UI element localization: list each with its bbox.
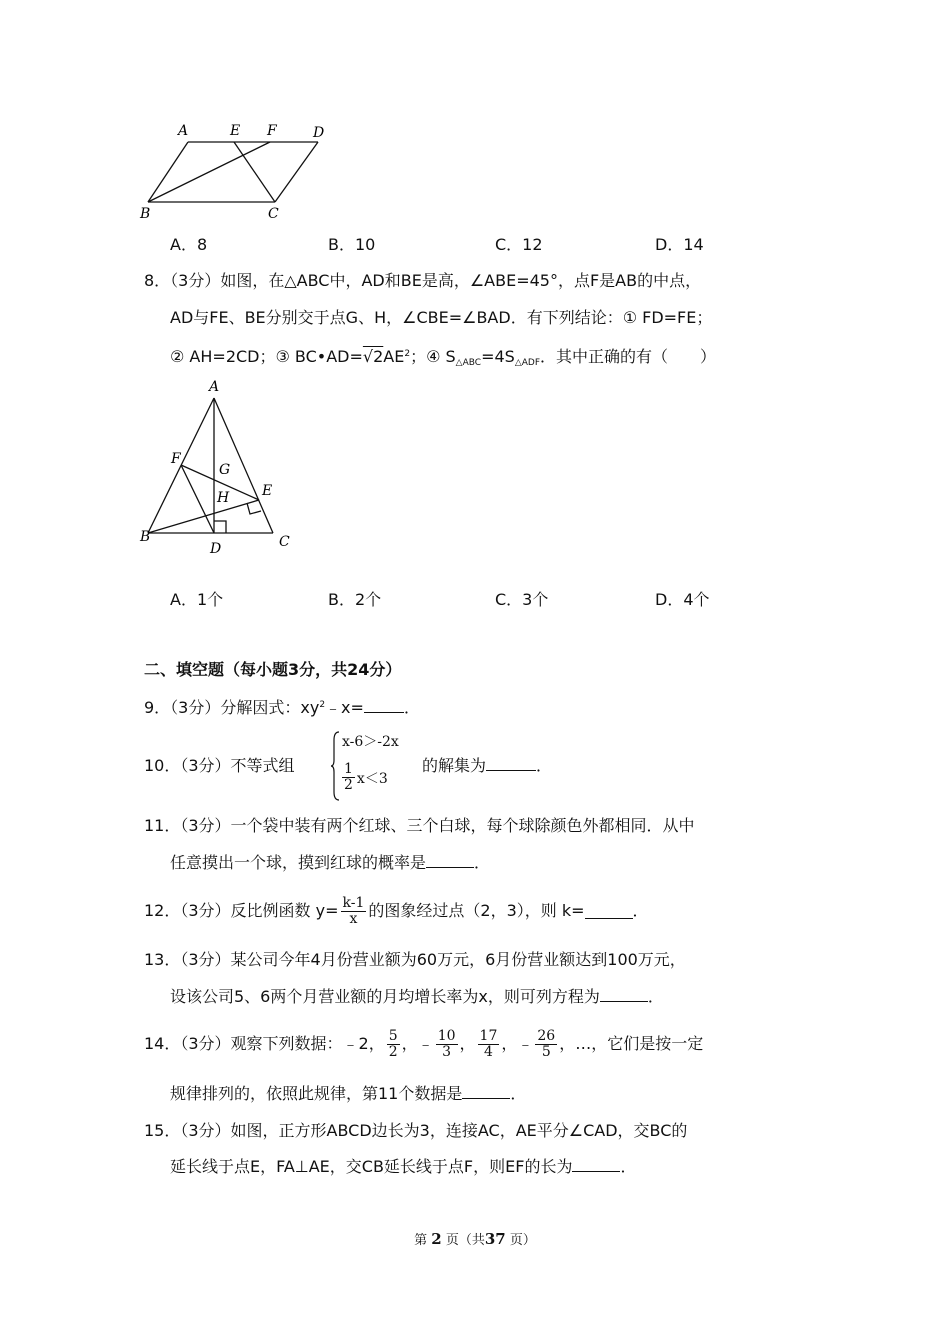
q15-line2: 延长线于点E，FA⊥AE，交CB延长线于点F，则EF的长为 ．: [170, 1157, 637, 1176]
q8-label-b: B: [140, 529, 151, 545]
fraction-17-4: $\frac{17}{4}$: [479, 1027, 498, 1060]
q7-option-c: C．12: [495, 235, 543, 254]
fraction-10-3: $\frac{10}{3}$: [437, 1027, 456, 1060]
q7-label-d: D: [313, 125, 325, 141]
q7-option-b: B．10: [328, 235, 376, 254]
answer-blank: [585, 904, 633, 919]
q7-segment-bf: [148, 142, 270, 202]
q8-label-a: A: [209, 379, 220, 395]
q8-label-g: G: [219, 462, 231, 478]
q10-system: [330, 730, 420, 802]
q10-inequality-1: x-6＞-2x: [342, 734, 399, 750]
q8-label-h: H: [217, 490, 230, 506]
fraction-5-2: $\frac{5}{2}$: [388, 1027, 398, 1060]
q8-altitude-be: [148, 500, 259, 533]
sqrt-2: √2: [362, 347, 384, 366]
q8-label-c: C: [279, 534, 290, 550]
answer-blank: [572, 1157, 620, 1172]
q7-option-a: A．8: [170, 235, 208, 254]
answer-blank: [486, 756, 536, 771]
q11-line2: 任意摸出一个球，摸到红球的概率是 ．: [170, 853, 491, 872]
q7-segment-ce: [234, 142, 275, 202]
q8-label-d: D: [210, 541, 222, 557]
q8-right-angle-e: [247, 503, 261, 514]
page-number: 2: [431, 1230, 442, 1248]
q7-label-a: A: [178, 123, 189, 139]
q7-edge-ba: [148, 142, 188, 202]
page-footer: 第 2 页（共37 页）: [414, 1230, 536, 1248]
q10-suffix: 的解集为 ．: [422, 756, 553, 775]
q7-option-d: D．14: [655, 235, 704, 254]
q8-option-d: D．4个: [655, 590, 710, 609]
q14-line1: 14．（3分）观察下列数据：﹣2， $\frac{5}{2}$ ， ﹣ $\frac{10}{3}$ ， $\frac{17}{4}$ ， ﹣ $\frac{26}{5}$ ，…，它们是按一定: [144, 1027, 704, 1060]
q12: 12．（3分）反比例函数 y= $\frac{k-1}{x}$ 的图象经过点（2，3），则 k= ．: [144, 894, 649, 927]
total-pages: 37: [484, 1230, 506, 1248]
q8-label-e: E: [262, 483, 273, 499]
q11-line1: 11．（3分）一个袋中装有两个红球、三个白球，每个球除颜色外都相同．从中: [144, 816, 695, 835]
answer-blank: [364, 698, 404, 713]
fraction-half: $\frac{1}{2}$: [344, 761, 353, 793]
left-brace-icon: [330, 730, 340, 802]
fraction-k: $\frac{k-1}{x}$: [342, 894, 365, 927]
section-heading: 二、填空题（每小题3分，共24分）: [144, 660, 402, 679]
q9: 9．（3分）分解因式：$xy^2﹣x=$ ．: [144, 698, 420, 717]
q7-label-c: C: [268, 206, 279, 222]
q8-option-b: B．2个: [328, 590, 382, 609]
q8-option-a: A．1个: [170, 590, 224, 609]
q8-label-f: F: [171, 451, 181, 467]
answer-blank: [426, 853, 474, 868]
answer-blank: [600, 987, 648, 1002]
q7-figure: [130, 118, 340, 228]
q8-line3: ② AH=2CD；③ $BC•AD=√2AE^2$；④ $S_{\triangle ABC}=4S_{\triangle ADF}$．其中正确的有（ ）: [170, 347, 717, 368]
q8-segment-fd: [181, 465, 214, 533]
q7-label-f: F: [267, 123, 277, 139]
q8-line1: 8．（3分）如图，在△ABC中，AD和BE是高，∠ABE=45°，点F是AB的中点，: [144, 271, 702, 290]
q7-label-e: E: [230, 123, 241, 139]
q8-option-c: C．3个: [495, 590, 549, 609]
q8-right-angle-d: [214, 521, 226, 533]
q15-line1: 15．（3分）如图，正方形ABCD边长为3，连接AC，AE平分∠CAD，交BC的: [144, 1121, 688, 1140]
q13-line1: 13．（3分）某公司今年4月份营业额为60万元，6月份营业额达到100万元，: [144, 950, 686, 969]
q8-figure: [130, 373, 310, 563]
answer-blank: [462, 1084, 510, 1099]
q14-line2: 规律排列的，依照此规律，第11个数据是 ．: [170, 1084, 527, 1103]
q13-line2: 设该公司5、6两个月营业额的月均增长率为x，则可列方程为 ．: [170, 987, 664, 1006]
q10-prefix: 10．（3分）不等式组: [144, 756, 295, 775]
q8-line2: AD与FE、BE分别交于点G、H，∠CBE=∠BAD．有下列结论：① FD=FE；: [170, 308, 713, 327]
q7-edge-dc: [275, 142, 318, 202]
q7-label-b: B: [140, 206, 151, 222]
fraction-26-5: $\frac{26}{5}$: [537, 1027, 556, 1060]
q10-inequality-2: $\frac{1}{2}$ x＜3: [344, 761, 388, 793]
